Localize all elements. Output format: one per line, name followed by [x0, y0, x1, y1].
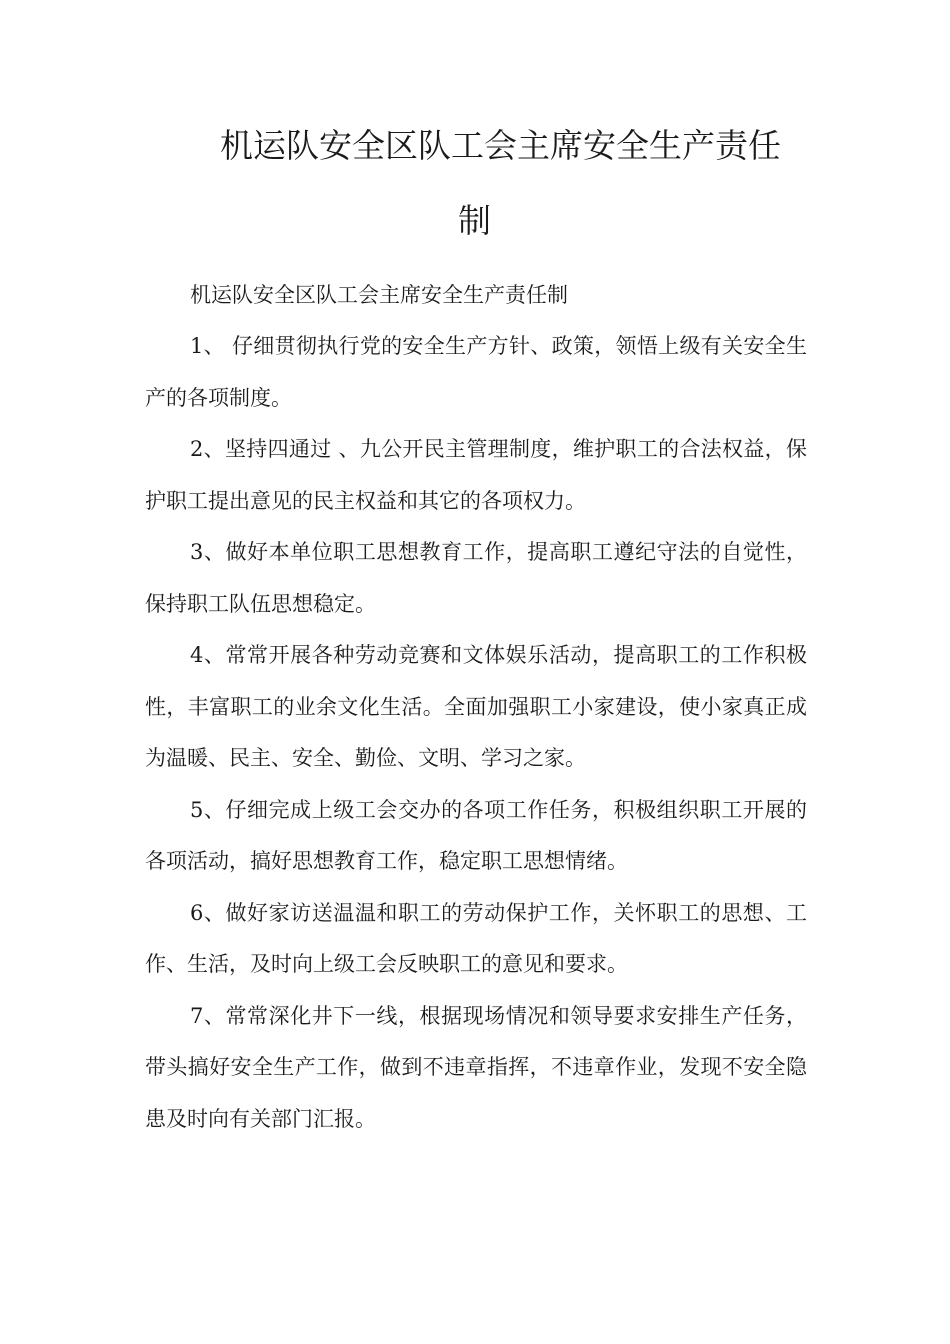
document-subtitle: 机运队安全区队工会主席安全生产责任制	[190, 283, 568, 307]
clause-3: 3、做好本单位职工思想教育工作，提高职工遵纪守法的自觉性，保持职工队伍思想稳定。	[145, 540, 807, 616]
document-title-line-1: 机运队安全区队工会主席安全生产责任	[220, 126, 781, 165]
clause-2: 2、坚持四通过 、九公开民主管理制度，维护职工的合法权益，保护职工提出意见的民主权益和其它的各项权力。	[145, 437, 807, 513]
document-title-line-2: 制	[458, 201, 491, 240]
clause-7: 7、常常深化井下一线，根据现场情况和领导要求安排生产任务，带头搞好安全生产工作，做到不违章指挥，不违章作业，发现不安全隐患及时向有关部门汇报。	[145, 1003, 807, 1131]
clause-6: 6、做好家访送温温和职工的劳动保护工作，关怀职工的思想、工作、生活，及时向上级工会反映职工的意见和要求。	[145, 900, 807, 976]
clause-5: 5、仔细完成上级工会交办的各项工作任务，积极组织职工开展的各项活动，搞好思想教育工作，稳定职工思想情绪。	[145, 797, 807, 873]
document-body	[145, 321, 807, 1145]
clause-4: 4、常常开展各种劳动竞赛和文体娱乐活动，提高职工的工作积极性，丰富职工的业余文化生活。全面加强职工小家建设，使小家真正成为温暖、民主、安全、勤俭、文明、学习之家。	[145, 643, 807, 770]
clause-1: 1、 仔细贯彻执行党的安全生产方针、政策，领悟上级有关安全生产的各项制度。	[145, 334, 807, 410]
